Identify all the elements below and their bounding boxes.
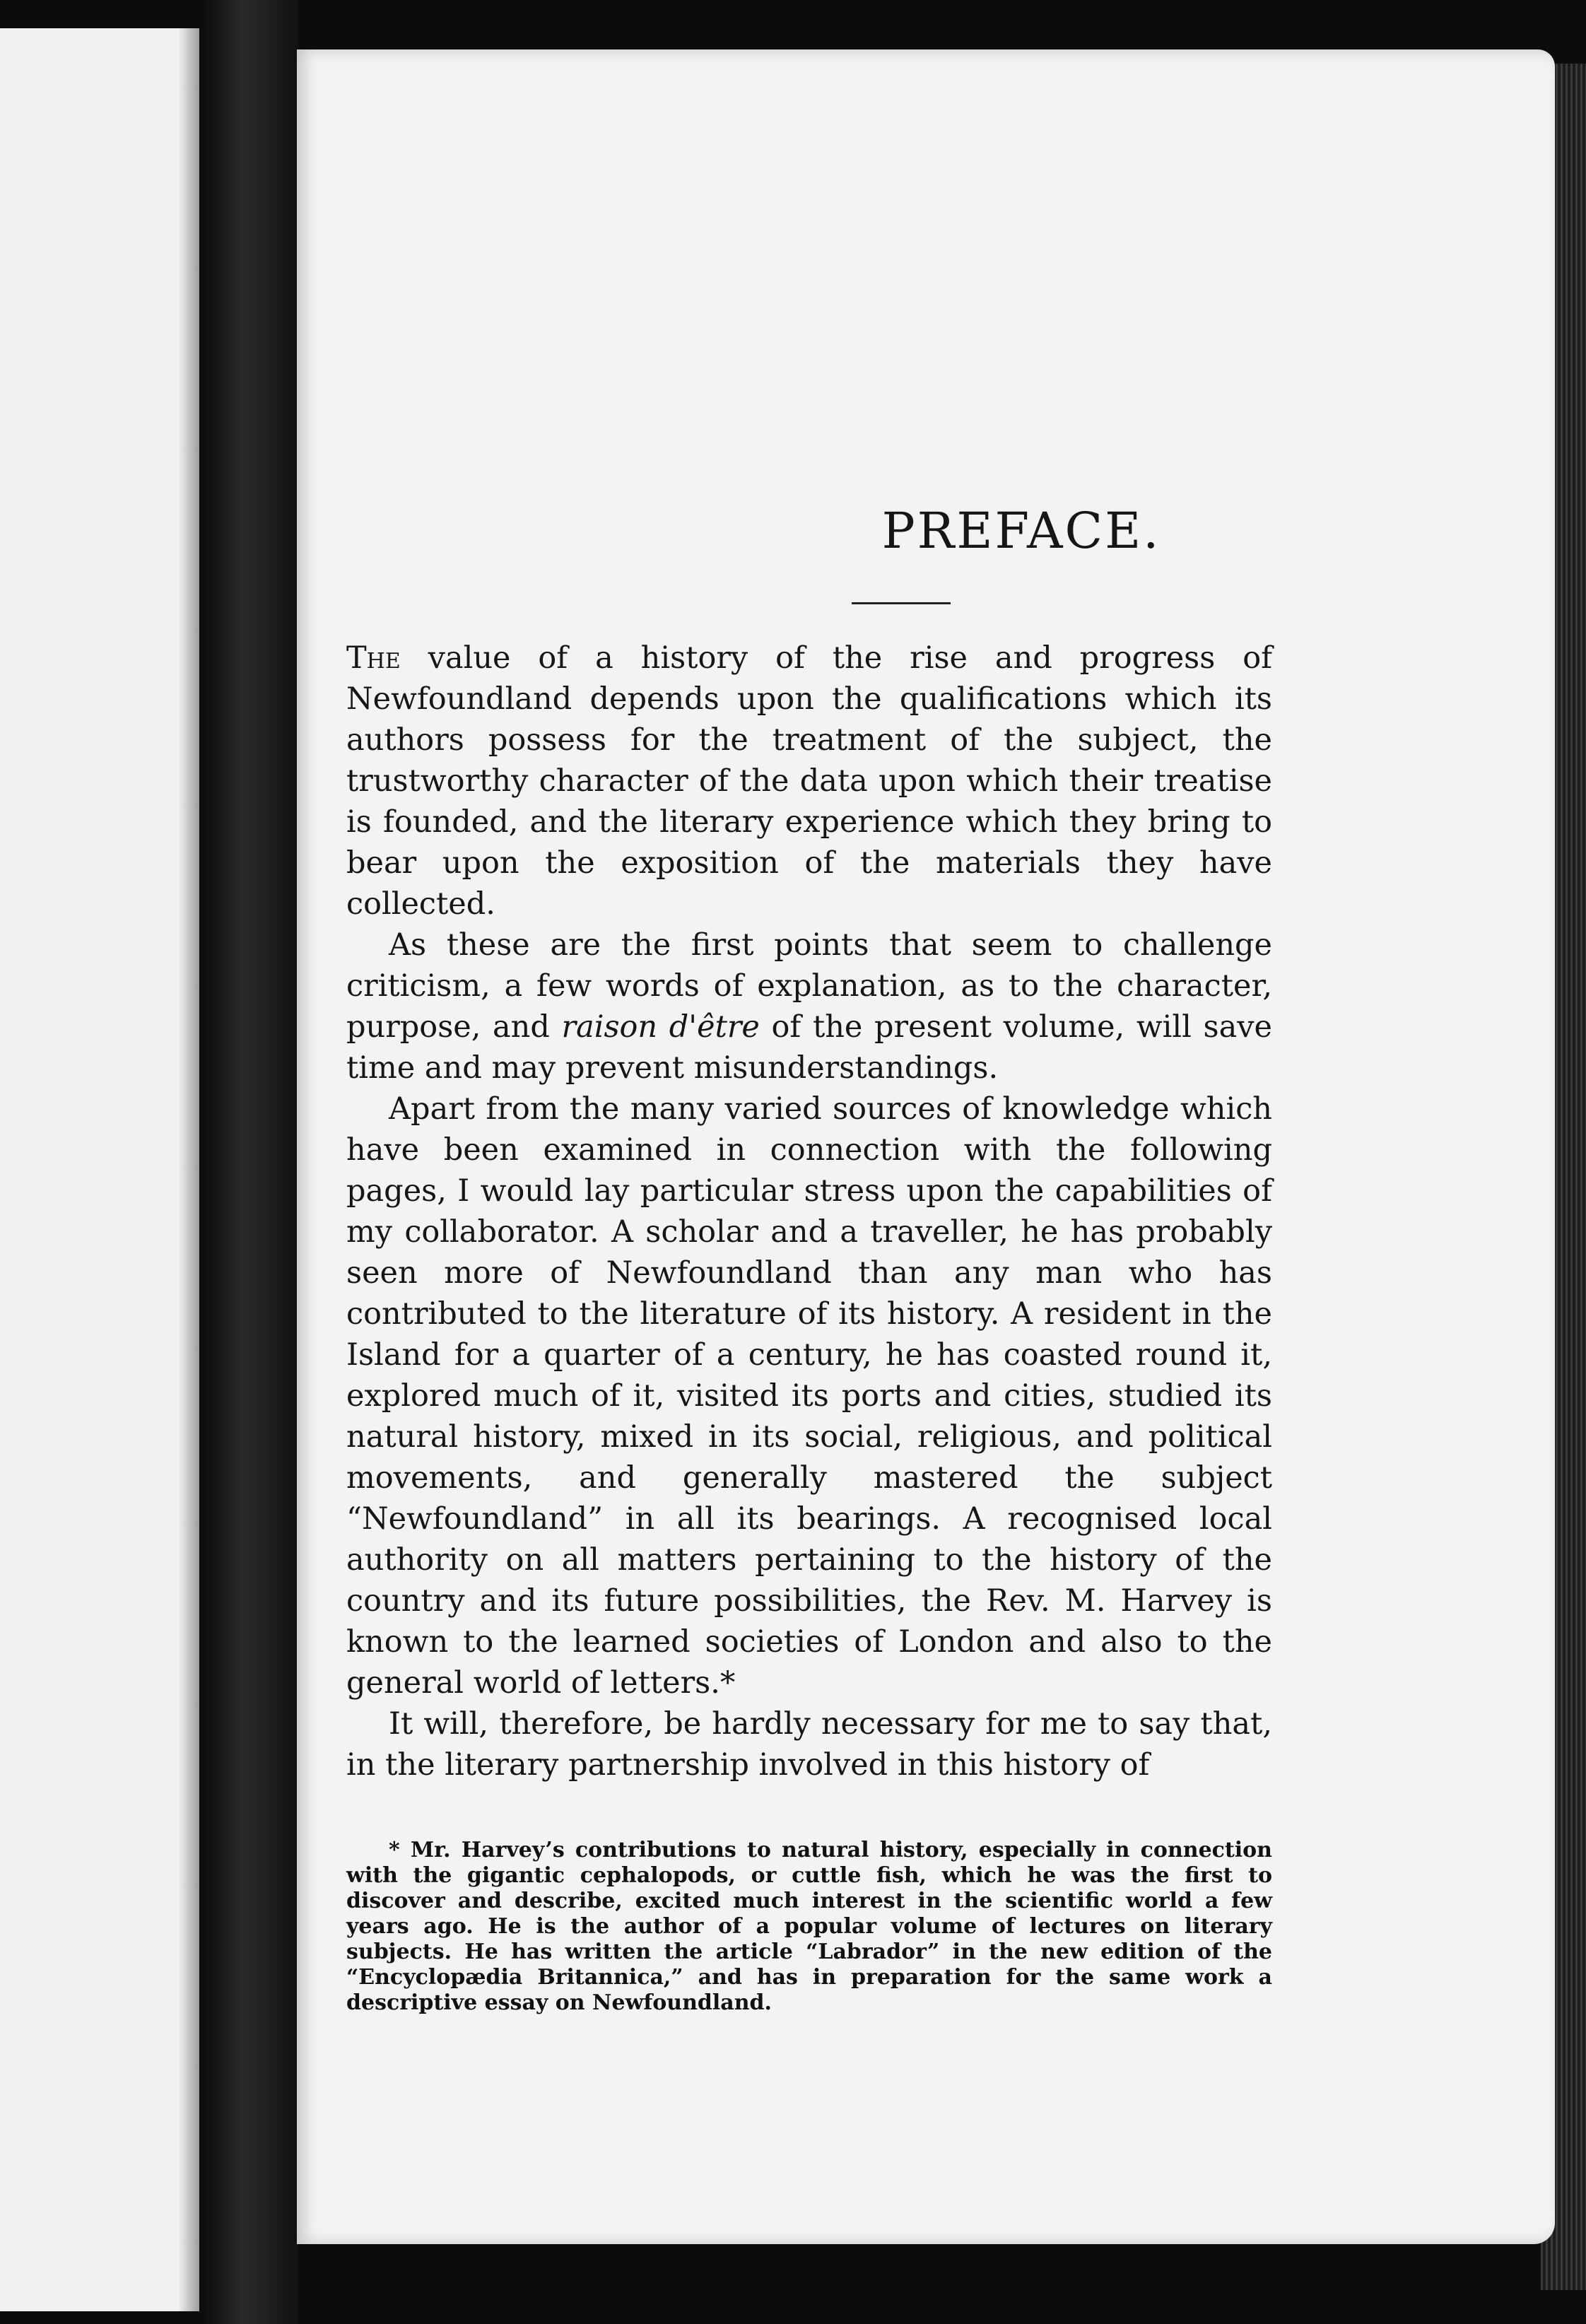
title-rule bbox=[852, 602, 951, 604]
book-gutter bbox=[199, 0, 298, 2324]
paragraph-3: Apart from the many varied sources of knowledge which have been examined in connection with the following pages, I would lay particular stress upon the capabilities of my collaborator. A scholar and a traveller, he has probably seen more of Newfoundland than any man who has contributed to the literature of its history. A resident in the Island for a quarter of a century, he has coasted round it, explored much of it, visited its ports and cities, studied its natural history, mixed in its social, religious, and political movements, and generally mastered the subject “Newfoundland” in all its bearings. A recognised local authority on all matters pertaining to the history of the country and its future possibilities, the Rev. M. Harvey is known to the learned societies of London and also to the general world of letters.* bbox=[346, 1091, 1272, 1701]
left-page-shadow bbox=[178, 28, 199, 2311]
paragraph-2-italic: raison d'être bbox=[561, 1009, 760, 1045]
footnote bbox=[346, 1838, 1272, 2016]
paragraph-2-text-before: As these are the first points that seem to challenge criticism, a few words of explanation, as to the character, purpose, and bbox=[346, 927, 1272, 1045]
paragraph-4: It will, therefore, be hardly necessary for me to say that, in the literary partnership involved in this history of bbox=[346, 1706, 1272, 1783]
right-page bbox=[297, 49, 1555, 2244]
preface-body bbox=[346, 638, 1272, 1785]
page-title: PREFACE. bbox=[881, 502, 1161, 560]
paragraph-1 bbox=[346, 638, 1272, 925]
left-page-blank bbox=[0, 28, 199, 2311]
paragraph-1-text: value of a history of the rise and progress of Newfoundland depends upon the qualifications which its authors possess for the treatment of the subject, the trustworthy character of the data upon which their treatise is founded, and the literary experience which they bring to bear upon the exposition of the materials they have collected. bbox=[346, 640, 1272, 922]
paragraph-2-text-after: of the present volume, will save time and may prevent misunderstandings. bbox=[346, 1009, 1272, 1086]
paragraph-1-lead: The bbox=[346, 640, 401, 676]
footnote-text: * Mr. Harvey’s contributions to natural history, especially in connection with the gigantic cephalopods, or cuttle fish, which he was the first to discover and describe, excited much interest in the scientific world a few years ago. He is the author of a popular volume of lectures on literary subjects. He has written the article “Labrador” in the new edition of the “Encyclopædia Britannica,” and has in preparation for the same work a descriptive essay on Newfoundland. bbox=[346, 1838, 1272, 2015]
paragraph-2 bbox=[346, 925, 1272, 1088]
